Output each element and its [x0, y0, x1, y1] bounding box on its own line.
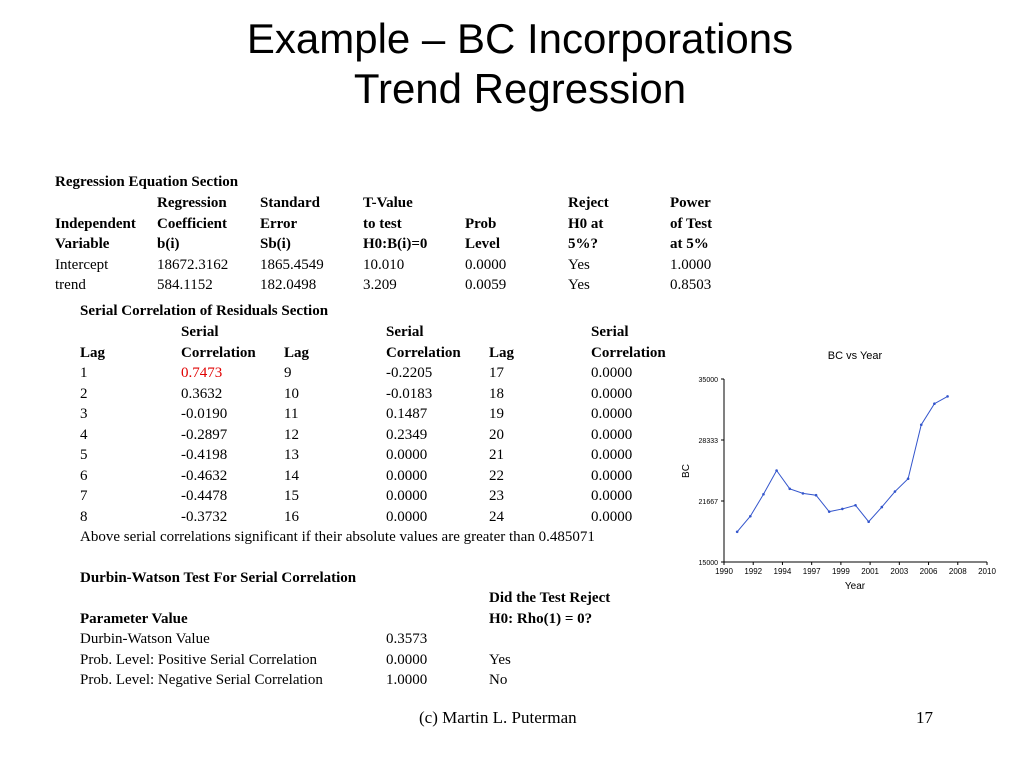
durbin-cell: Prob. Level: Negative Serial Correlation	[80, 672, 323, 688]
x-tick-label: 2010	[978, 567, 996, 576]
regression-cell: b(i)	[157, 236, 180, 252]
serial-significance-note: Above serial correlations significant if their absolute values are greater than 0.485071	[80, 529, 595, 545]
serial-cell: 17	[489, 365, 504, 381]
regression-cell: Yes	[568, 277, 590, 293]
x-tick-label: 2008	[948, 567, 967, 576]
serial-cell: 4	[80, 426, 88, 443]
serial-cell: 0.0000	[386, 488, 428, 504]
serial-cell: 21	[489, 447, 504, 463]
durbin-cell	[386, 590, 489, 611]
durbin-cell: Durbin-Watson Value	[80, 631, 210, 647]
regression-cell: 182.0498	[260, 277, 317, 293]
serial-cell: Lag	[489, 344, 515, 361]
regression-cell	[55, 195, 157, 216]
serial-cell	[284, 324, 386, 345]
serial-cell: 23	[489, 488, 504, 504]
chart-title: BC vs Year	[827, 350, 883, 362]
serial-cell: 15	[284, 488, 299, 504]
data-point	[933, 402, 936, 405]
serial-cell: 16	[284, 508, 299, 525]
data-point	[815, 494, 818, 497]
durbin-cell	[489, 631, 639, 652]
table-row	[80, 365, 681, 386]
serial-cell: -0.2897	[181, 426, 228, 443]
serial-cell: 0.2349	[386, 426, 428, 443]
serial-cell: -0.3732	[181, 508, 228, 525]
serial-cell: 0.0000	[591, 406, 633, 422]
regression-cell: Yes	[568, 256, 590, 273]
serial-cell: 5	[80, 447, 88, 463]
serial-cell: 24	[489, 508, 504, 525]
regression-cell: Variable	[55, 236, 110, 252]
table-row	[80, 468, 681, 489]
data-point	[841, 508, 844, 511]
regression-cell: H0 at	[568, 215, 604, 232]
serial-cell	[80, 324, 181, 345]
serial-cell: 0.1487	[386, 406, 428, 422]
table-row	[80, 652, 639, 673]
table-header-row	[55, 216, 730, 237]
durbin-cell	[386, 611, 489, 632]
durbin-cell: 0.0000	[386, 651, 428, 668]
serial-cell: 0.0000	[591, 385, 633, 402]
regression-cell: 18672.3162	[157, 256, 229, 273]
serial-cell: Correlation	[181, 344, 256, 361]
durbin-cell: Yes	[489, 651, 511, 668]
regression-cell: Prob	[465, 215, 497, 232]
serial-cell: 20	[489, 426, 504, 443]
data-point	[920, 423, 923, 426]
durbin-cell: No	[489, 672, 508, 688]
durbin-cell: Prob. Level: Positive Serial Correlation	[80, 651, 318, 668]
regression-cell: 0.0000	[465, 256, 507, 273]
serial-cell: -0.4632	[181, 467, 228, 484]
y-tick-label: 35000	[698, 377, 718, 384]
data-point	[736, 531, 739, 534]
serial-correlation-table	[80, 324, 681, 529]
x-axis-label: Year	[844, 581, 866, 592]
serial-cell	[489, 324, 591, 345]
data-point	[881, 506, 884, 509]
table-row	[80, 447, 681, 468]
regression-cell: Level	[465, 236, 500, 252]
serial-cell: 7	[80, 488, 88, 504]
serial-cell: 2	[80, 385, 88, 402]
table-row	[80, 427, 681, 448]
serial-cell: 6	[80, 467, 88, 484]
serial-cell: Lag	[284, 344, 310, 361]
table-row	[55, 257, 730, 278]
data-point	[828, 510, 831, 513]
serial-cell: Serial	[591, 324, 629, 340]
data-point	[749, 515, 752, 518]
regression-cell: 0.0059	[465, 277, 507, 293]
serial-cell: 0.0000	[386, 508, 428, 525]
table-row	[80, 509, 681, 530]
serial-cell: 0.0000	[386, 467, 428, 484]
serial-cell: 0.0000	[591, 447, 633, 463]
regression-cell: 1.0000	[670, 256, 712, 273]
x-tick-label: 1997	[802, 567, 821, 576]
regression-cell: Sb(i)	[260, 236, 291, 252]
x-tick-label: 1999	[831, 567, 850, 576]
y-axis-label: BC	[681, 464, 692, 478]
x-tick-label: 2001	[861, 567, 880, 576]
regression-cell: to test	[363, 215, 402, 232]
serial-cell: 0.0000	[591, 508, 633, 525]
slide-title	[0, 14, 1024, 114]
serial-cell: -0.4478	[181, 488, 228, 504]
x-tick-label: 1994	[773, 567, 792, 576]
serial-cell: Correlation	[386, 344, 461, 361]
regression-cell: Independent	[55, 215, 136, 232]
serial-cell: 14	[284, 467, 299, 484]
table-header-row	[80, 611, 639, 632]
serial-cell: 11	[284, 406, 299, 422]
regression-cell: Intercept	[55, 256, 109, 273]
durbin-cell: 1.0000	[386, 672, 428, 688]
data-point	[788, 488, 791, 491]
serial-cell: 0.0000	[591, 488, 633, 504]
regression-cell: 1865.4549	[260, 256, 324, 273]
serial-cell: Correlation	[591, 344, 666, 361]
data-point	[802, 492, 805, 495]
durbin-cell: H0: Rho(1) = 0?	[489, 610, 593, 627]
data-point	[867, 520, 870, 523]
data-point	[854, 504, 857, 507]
durbin-cell: Did the Test Reject	[489, 590, 611, 606]
x-tick-label: 2006	[919, 567, 938, 576]
serial-cell: -0.0183	[386, 385, 433, 402]
table-header-row	[55, 195, 730, 216]
serial-cell: 13	[284, 447, 299, 463]
table-row	[80, 672, 639, 693]
durbin-cell: 0.3573	[386, 631, 428, 647]
serial-cell: -0.4198	[181, 447, 228, 463]
durbin-cell: Parameter Value	[80, 610, 188, 627]
serial-cell: 0.7473	[181, 365, 223, 381]
serial-cell: 22	[489, 467, 504, 484]
table-row	[80, 406, 681, 427]
y-tick-label: 21667	[698, 498, 718, 506]
y-tick-label: 15000	[698, 560, 718, 567]
regression-cell: 10.010	[363, 256, 405, 273]
footer-author: (c) Martin L. Puterman	[419, 708, 577, 727]
regression-cell: T-Value	[363, 195, 413, 211]
regression-cell: of Test	[670, 215, 713, 232]
serial-cell: 3	[80, 406, 88, 422]
serial-cell: Lag	[80, 344, 106, 361]
serial-cell: 0.0000	[591, 426, 633, 443]
x-tick-label: 1990	[715, 567, 733, 576]
serial-cell: 9	[284, 365, 292, 381]
table-header-row	[55, 236, 730, 257]
serial-section-title: Serial Correlation of Residuals Section	[80, 303, 329, 319]
regression-cell: trend	[55, 277, 86, 293]
serial-cell: 1	[80, 365, 88, 381]
serial-cell: 8	[80, 508, 88, 525]
regression-cell: Power	[670, 195, 711, 211]
regression-cell: 5%?	[568, 236, 598, 252]
regression-table	[55, 195, 730, 298]
title-line-1: Example – BC Incorporations	[246, 15, 794, 62]
regression-cell: Regression	[157, 195, 227, 211]
serial-cell: 12	[284, 426, 299, 443]
regression-cell: Coefficient	[157, 215, 227, 232]
regression-cell: at 5%	[670, 236, 709, 252]
x-tick-label: 2003	[890, 567, 909, 576]
footer-page-number: 17	[916, 708, 933, 727]
regression-cell: Standard	[260, 195, 321, 211]
serial-cell: 0.3632	[181, 385, 223, 402]
data-point	[894, 490, 897, 493]
table-row	[80, 386, 681, 407]
regression-cell	[465, 195, 568, 216]
durbin-section-title: Durbin-Watson Test For Serial Correlation	[80, 570, 357, 586]
data-point	[775, 469, 778, 472]
table-row	[80, 488, 681, 509]
data-point	[946, 395, 949, 398]
regression-cell: Error	[260, 215, 298, 232]
regression-cell: 0.8503	[670, 277, 712, 293]
table-header-row	[80, 590, 639, 611]
serial-cell: 18	[489, 385, 504, 402]
title-line-2: Trend Regression	[353, 65, 687, 112]
serial-cell: 10	[284, 385, 299, 402]
regression-section-title: Regression Equation Section	[55, 174, 239, 190]
table-row	[80, 631, 639, 652]
serial-cell: Serial	[181, 324, 219, 340]
y-tick-label: 28333	[698, 438, 718, 446]
serial-cell: 0.0000	[591, 365, 633, 381]
data-point	[762, 493, 765, 496]
regression-cell: H0:B(i)=0	[363, 236, 428, 252]
serial-cell: 19	[489, 406, 504, 422]
regression-cell: 584.1152	[157, 277, 213, 293]
series-line-bc	[737, 396, 947, 531]
serial-cell: Serial	[386, 324, 424, 340]
table-header-row	[80, 345, 681, 366]
serial-cell: -0.2205	[386, 365, 433, 381]
serial-cell: 0.0000	[386, 447, 428, 463]
table-header-row	[80, 324, 681, 345]
durbin-cell	[80, 590, 386, 611]
data-point	[907, 477, 910, 480]
regression-cell: 3.209	[363, 277, 397, 293]
bc-vs-year-chart	[675, 345, 1005, 595]
serial-cell: -0.0190	[181, 406, 228, 422]
serial-cell: 0.0000	[591, 467, 633, 484]
regression-cell: Reject	[568, 195, 609, 211]
table-row	[55, 277, 730, 298]
durbin-watson-table	[80, 590, 639, 693]
x-tick-label: 1992	[744, 567, 763, 576]
